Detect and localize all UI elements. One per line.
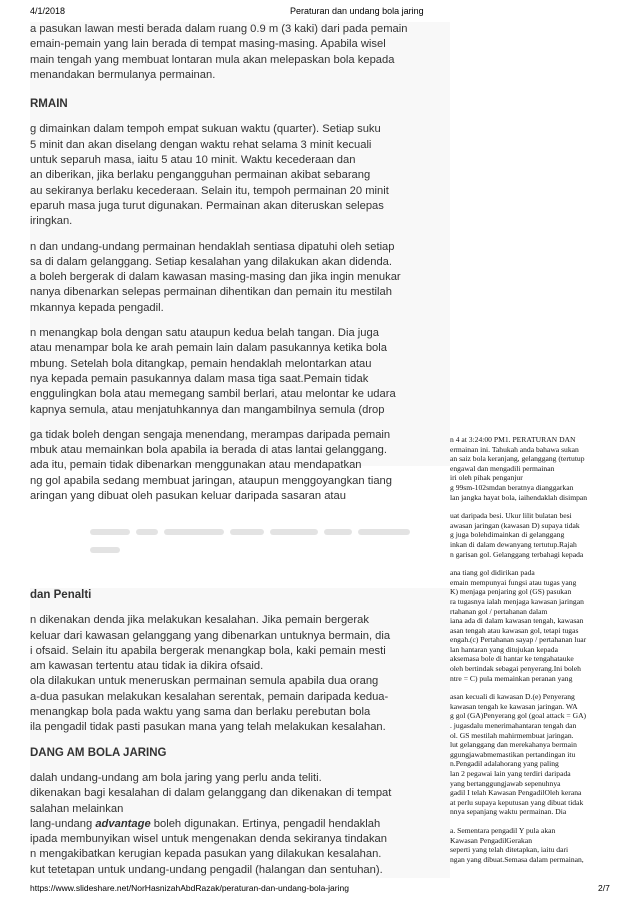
side-line: yang bertanggungjawab sepenuhnya [450, 778, 561, 788]
side-line: ol. GS mestilah mahirmembuat jaringan. [450, 730, 574, 740]
text-line: ng gol apabila sedang membuat jaringan, ataupun menggoyangkan tiang [30, 474, 392, 487]
header-date: 4/1/2018 [30, 6, 66, 16]
text-line: n mengakibatkan kerugian kepada pasukan yang dilakukan kesalahan. [30, 848, 382, 861]
text-line: dalah undang-undang am bola jaring yang perlu anda teliti. [30, 771, 322, 784]
text-line: n dikenakan denda jika melakukan kesalahan. Jika pemain bergerak [30, 614, 369, 627]
text-line: eparuh masa juga turut digunakan. Permainan akan diteruskan selepas [30, 199, 384, 212]
side-spacer [450, 502, 638, 511]
footer-url: https://www.slideshare.net/NorHasnizahAbdRazak/peraturan-dan-undang-bola-jaring [30, 883, 349, 893]
text-line: nanya dibenarkan selepas permainan dihentikan dan pemain itu mestilah [30, 286, 392, 299]
side-line: n garisan gol. Gelanggang terbahagi kepada [450, 549, 584, 559]
side-line: emain mempunyai fungsi atau tugas yang [450, 577, 577, 587]
side-line: a. Sementara pengadil Y pula akan [450, 825, 556, 835]
text-line: ipada membunyikan wisel untuk mengenakan denda sekiranya tindakan [30, 833, 387, 846]
side-line: ngan yang dibuat.Semasa dalam permainan, [450, 854, 584, 864]
text-line: 5 minit dan akan diselang dengan waktu rehat selama 3 minit kecuali [30, 138, 372, 151]
text-line: ila pengadil tidak pasti pasukan mana yang telah melakukan kesalahan. [30, 721, 386, 734]
footer-page-number: 2/7 [598, 883, 610, 893]
text-line: aringan yang dibuat oleh pasukan keluar daripada sasaran atau [30, 490, 346, 503]
side-spacer [450, 683, 638, 692]
side-line: gadil I telah Kawasan PengadilOleh kerana [450, 788, 582, 798]
side-line: kawasan tengah ke kawasan jaringan. WA [450, 701, 578, 711]
text-line: sa di dalam gelanggang. Setiap kesalahan yang dilakukan akan didenda. [30, 255, 392, 268]
side-line: ggungjawabmemastikan pertandingan itu [450, 749, 576, 759]
side-line: rtahanan gol / pertahanan dalam [450, 606, 548, 616]
header-title: Peraturan dan undang bola jaring [290, 6, 424, 16]
side-line: aksemasa bole di hantar ke tengahatauke [450, 654, 574, 664]
text-line: menandakan bermulanya permainan. [30, 68, 216, 81]
side-line: lan 2 pegawai lain yang terdiri daripada [450, 769, 571, 778]
text-line: ola dilakukan untuk meneruskan permainan semula apabila dua orang [30, 675, 379, 688]
side-line: lan jangka hayat bola, iaihendaklah disimpan [450, 492, 588, 502]
side-line: . jugasdalu menerimahantaran tengah dan [450, 721, 577, 731]
text-line: main tengah yang membuat lontaran mula akan melepaskan bola kepada [30, 53, 395, 66]
side-line: uat daripada besi. Ukur lilit bulatan besi [450, 511, 572, 521]
section-heading-denda: dan Penalti [30, 589, 92, 601]
side-line: n 4 at 3:24:00 PM1. PERATURAN DAN [450, 435, 576, 444]
side-line: lan hantaran yang ditujukan kepada [450, 644, 558, 654]
text-line: ada itu, pemain tidak dibenarkan menggunakan atau mendapatkan [30, 459, 362, 472]
side-line: ra tugasnya ialah menjaga kawasan jaringan [450, 596, 584, 606]
text-line: mbuk atau memainkan bola apabila ia berada di atas lantai gelanggang. [30, 444, 388, 457]
text-line: au sekiranya berlaku kecederaan. Selain itu, tempoh permainan 20 minit [30, 184, 389, 197]
blurred-text [90, 522, 450, 530]
text-line: enggulingkan bola atau memegang sambil berlari, atau melontar ke udara [30, 388, 396, 401]
side-line: engawal dan mengadili permainan [450, 463, 555, 473]
menangkap-paragraph [30, 326, 450, 418]
text-line: g dimainkan dalam tempoh empat sukuan waktu (quarter). Setiap suku [30, 123, 381, 136]
scanned-page-bottom [30, 588, 450, 878]
side-line: asan tengah atau kawasan gol, tetapi tugas [450, 625, 579, 635]
side-line: asan kecuali di kawasan D.(e) Penyerang [450, 692, 575, 702]
side-line: at perlu supaya keputusan yang dibuat tidak [450, 797, 584, 807]
side-line: awasan jaringan (kawasan D) supaya tidak [450, 520, 580, 530]
side-line: inkan di dalam dewanyang tertutup.Rajah [450, 539, 577, 549]
text-line: kut tetetapan untuk undang-undang pengadil (halangan dan sentuhan). [30, 863, 383, 876]
text-line: dikenakan bagi kesalahan di dalam gelanggang dan dikenakan di tempat [30, 787, 392, 800]
denda-paragraph [30, 613, 450, 735]
text-line: a-dua pasukan melakukan kesalahan serentak, pemain daripada kedua- [30, 690, 389, 703]
text-line: emain-pemain yang lain berada di tempat masing-masing. Apabila wisel [30, 38, 386, 51]
text-line: an diberikan, jika berlaku pengangguhan permainan akibat sebarang [30, 169, 371, 182]
text-line: keluar dari kawasan gelanggang yang dibenarkan untuknya bermain, dia [30, 629, 391, 642]
text-line: untuk separuh masa, iaitu 5 atau 10 minit. Waktu kecederaan dan [30, 154, 356, 167]
blurred-banner [30, 514, 450, 540]
side-line: engah.(c) Pertahanan sayap / pertahanan luar [450, 635, 587, 645]
text-line: a pasukan lawan mesti berada dalam ruang 0.9 m (3 kaki) dari pada pemain [30, 23, 408, 35]
text-line: mbung. Setelah bola ditangkap, pemain hendaklah melontarkan atau [30, 357, 372, 370]
masa-paragraph [30, 122, 450, 229]
text-line: n menangkap bola dengan satu ataupun kedua belah tangan. Dia juga [30, 327, 379, 340]
side-line: oleh bertindak sebagai penyerang.Ini boleh [450, 664, 581, 674]
text-line: lang-undang advantage boleh digunakan. Ertinya, pengadil hendaklah [30, 817, 381, 830]
undang-paragraph [30, 771, 450, 878]
side-line: g gol (GA)Penyerang gol (goal attack = GA) [450, 711, 587, 721]
side-line: n.Pengadil adalahorang yang paling [450, 759, 559, 769]
side-line: Kawasan PengadilGerakan [450, 835, 533, 845]
side-line: iri oleh pihak penganjur [450, 473, 523, 483]
side-line: nnya sepanjang waktu permainan. Dia [450, 807, 567, 817]
side-line: lut gelanggang dan merekahanya bermain [450, 740, 577, 750]
side-line: K) menjaga penjaring gol (GS) pasukan [450, 587, 572, 597]
side-line: an saiz bola keranjang, gelanggang (tertutup [450, 454, 585, 464]
section-heading-masa: RMAIN [30, 98, 68, 111]
sepak-paragraph [30, 428, 450, 504]
text-line: menangkap bola pada waktu yang sama dan berlaku perebutan bola [30, 706, 371, 719]
side-line: g juga bolehdimainkan di gelanggang [450, 530, 565, 540]
side-line: ntre = C) pula memainkan peranan yang [450, 673, 573, 683]
text-line: salahan melainkan [30, 802, 124, 815]
scanned-page-top [30, 22, 450, 503]
intro-paragraph [30, 22, 450, 83]
side-line: iana ada di dalam kawasan tengah, kawasan [450, 616, 584, 626]
peraturan-paragraph [30, 240, 450, 316]
text-line: mkannya kepada pengadil. [30, 301, 164, 314]
side-spacer [450, 817, 638, 826]
side-transcript-text [450, 435, 638, 880]
side-line: ana tiang gol didirikan pada [450, 568, 535, 578]
text-line: iringkan. [30, 215, 73, 228]
text-line: nya kepada pemain pasukannya dalam masa tiga saat.Pemain tidak [30, 372, 369, 385]
side-line: seperti yang telah ditetapkan, iaitu dari [450, 845, 569, 855]
text-line: n dan undang-undang permainan hendaklah sentiasa dipatuhi oleh setiap [30, 240, 395, 253]
text-line: atau menampar bola ke arah pemain lain dalam pasukannya ketika bola [30, 342, 387, 355]
side-line: ermainan ini. Tahukah anda bahawa sukan [450, 444, 579, 454]
text-line: ga tidak boleh dengan sengaja menendang, merampas daripada pemain [30, 428, 391, 441]
section-heading-undang: DANG AM BOLA JARING [30, 746, 167, 759]
side-line: g 99sm-102smdan beratnya dianggarkan [450, 482, 574, 492]
text-line: am kawasan tertentu atau tidak ia dikira ofsaid. [30, 660, 264, 673]
text-line: kapnya semula, atau menjatuhkannya dan mangambilnya semula (drop [30, 403, 385, 416]
side-spacer [450, 559, 638, 568]
text-line: a boleh bergerak di dalam kawasan masing-masing dan jika ingin menukar [30, 271, 401, 284]
text-line: i ofsaid. Selain itu apabila bergerak menangkap bola, kaki pemain mesti [30, 644, 386, 657]
